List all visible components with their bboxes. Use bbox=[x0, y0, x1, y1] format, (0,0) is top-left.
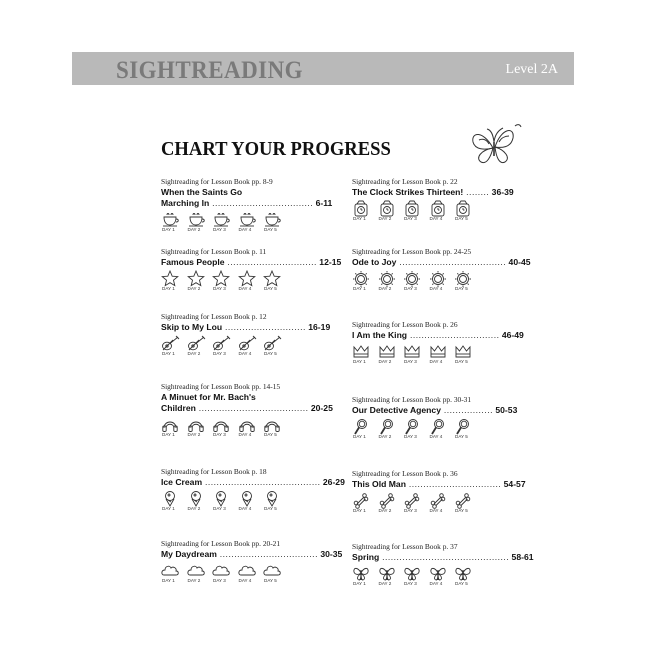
song-title bbox=[161, 403, 331, 414]
lesson-book-reference: Sightreading for Lesson Book pp. 14-15 bbox=[161, 382, 281, 391]
song-name: Children bbox=[161, 403, 196, 413]
bone-icon[interactable] bbox=[429, 492, 447, 509]
song-name: Marching In bbox=[161, 198, 210, 208]
book-title: SIGHTREADING bbox=[116, 57, 304, 84]
star-icon[interactable] bbox=[263, 270, 281, 287]
song-title bbox=[352, 330, 522, 341]
crown-icon[interactable] bbox=[378, 343, 396, 360]
day-label: DAY 3 bbox=[213, 286, 226, 291]
day-label: DAY 2 bbox=[187, 227, 201, 232]
page-range: 26-29 bbox=[320, 477, 345, 487]
lesson-entry bbox=[161, 177, 331, 235]
page-range: 20-25 bbox=[308, 403, 333, 413]
progress-icons bbox=[352, 200, 522, 216]
magnifying-glass-icon[interactable] bbox=[429, 418, 447, 435]
cloud-icon[interactable] bbox=[161, 562, 179, 579]
day-label: DAY 5 bbox=[455, 434, 468, 439]
lesson-entry bbox=[352, 542, 534, 589]
day-label: DAY 3 bbox=[213, 227, 226, 232]
page-range: 6-11 bbox=[313, 198, 333, 208]
star-icon[interactable] bbox=[238, 270, 256, 287]
leader-dots: ........................................ bbox=[202, 477, 321, 487]
lesson-entry bbox=[352, 177, 522, 224]
lesson-entry bbox=[161, 382, 331, 440]
page-range: 12-15 bbox=[316, 257, 342, 267]
bone-icon[interactable] bbox=[378, 492, 396, 509]
day-labels bbox=[161, 578, 331, 586]
header-banner bbox=[72, 52, 574, 85]
day-labels bbox=[161, 432, 331, 440]
cloud-icon[interactable] bbox=[238, 562, 256, 579]
day-label: DAY 4 bbox=[238, 506, 252, 511]
day-label: DAY 4 bbox=[238, 351, 252, 356]
lesson-entry bbox=[352, 469, 526, 516]
progress-icons bbox=[352, 343, 522, 359]
day-label: DAY 4 bbox=[429, 434, 443, 439]
day-label: DAY 4 bbox=[238, 286, 252, 291]
progress-icons bbox=[161, 416, 331, 432]
lesson-book-reference: Sightreading for Lesson Book pp. 24-25 bbox=[352, 247, 472, 256]
ice-cream-icon[interactable] bbox=[161, 490, 179, 507]
headphones-icon[interactable] bbox=[212, 416, 230, 433]
progress-icons bbox=[161, 562, 331, 578]
crown-icon[interactable] bbox=[454, 343, 472, 360]
page-range: 54-57 bbox=[501, 479, 526, 489]
day-label: DAY 3 bbox=[404, 216, 417, 221]
day-label: DAY 5 bbox=[264, 351, 277, 356]
day-label: DAY 4 bbox=[429, 581, 443, 586]
bone-icon[interactable] bbox=[403, 492, 421, 509]
leader-dots: ............................... bbox=[224, 257, 317, 267]
bone-icon[interactable] bbox=[352, 492, 370, 509]
song-name: Spring bbox=[352, 552, 380, 562]
day-label: DAY 1 bbox=[162, 351, 175, 356]
lesson-book-reference: Sightreading for Lesson Book p. 12 bbox=[161, 312, 267, 321]
leader-dots: ................. bbox=[441, 405, 493, 415]
sun-icon[interactable] bbox=[378, 270, 396, 287]
day-label: DAY 2 bbox=[378, 508, 392, 513]
bone-icon[interactable] bbox=[454, 492, 472, 509]
day-label: DAY 4 bbox=[238, 227, 252, 232]
butterfly-icon[interactable] bbox=[454, 565, 472, 582]
song-title bbox=[161, 322, 331, 333]
lesson-book-reference: Sightreading for Lesson Book p. 36 bbox=[352, 469, 458, 478]
song-title bbox=[352, 479, 526, 490]
day-labels bbox=[161, 227, 331, 235]
day-label: DAY 5 bbox=[455, 286, 468, 291]
day-label: DAY 1 bbox=[162, 286, 175, 291]
day-labels bbox=[352, 434, 522, 442]
day-labels bbox=[352, 359, 522, 367]
day-label: DAY 2 bbox=[378, 581, 392, 586]
day-label: DAY 1 bbox=[353, 508, 366, 513]
lesson-book-reference: Sightreading for Lesson Book pp. 20-21 bbox=[161, 539, 281, 548]
song-title-line: A Minuet for Mr. Bach's bbox=[161, 392, 256, 402]
headphones-icon[interactable] bbox=[263, 416, 281, 433]
teacup-icon[interactable] bbox=[263, 211, 281, 228]
headphones-icon[interactable] bbox=[238, 416, 256, 433]
day-label: DAY 5 bbox=[264, 578, 277, 583]
day-label: DAY 1 bbox=[162, 578, 175, 583]
lesson-entry bbox=[161, 247, 342, 294]
day-label: DAY 2 bbox=[187, 506, 201, 511]
clock-icon[interactable] bbox=[454, 200, 472, 217]
cloud-icon[interactable] bbox=[187, 562, 205, 579]
day-label: DAY 3 bbox=[404, 434, 417, 439]
violin-icon[interactable] bbox=[263, 335, 281, 352]
day-label: DAY 4 bbox=[238, 432, 252, 437]
song-title-line: When the Saints Go bbox=[161, 187, 243, 197]
violin-icon[interactable] bbox=[187, 335, 205, 352]
leader-dots: .................................. bbox=[216, 549, 318, 559]
day-label: DAY 3 bbox=[213, 351, 226, 356]
crown-icon[interactable] bbox=[429, 343, 447, 360]
clock-icon[interactable] bbox=[429, 200, 447, 217]
page-range: 50-53 bbox=[492, 405, 518, 415]
crown-icon[interactable] bbox=[403, 343, 421, 360]
song-name: My Daydream bbox=[161, 549, 217, 559]
day-label: DAY 3 bbox=[404, 508, 417, 513]
progress-icons bbox=[352, 270, 522, 286]
clock-icon[interactable] bbox=[403, 200, 421, 217]
day-label: DAY 1 bbox=[353, 581, 366, 586]
lesson-entry bbox=[352, 320, 522, 367]
lesson-entry bbox=[161, 539, 343, 586]
day-labels bbox=[161, 506, 331, 514]
progress-icons bbox=[161, 490, 331, 506]
lesson-book-reference: Sightreading for Lesson Book p. 18 bbox=[161, 467, 267, 476]
song-title bbox=[352, 257, 531, 268]
day-label: DAY 2 bbox=[378, 359, 392, 364]
butterfly-icon[interactable] bbox=[429, 565, 447, 582]
teacup-icon[interactable] bbox=[187, 211, 205, 228]
page-range: 40-45 bbox=[506, 257, 531, 267]
teacup-icon[interactable] bbox=[212, 211, 230, 228]
day-label: DAY 1 bbox=[353, 434, 366, 439]
progress-icons bbox=[161, 270, 331, 286]
leader-dots: ........ bbox=[463, 187, 490, 197]
clock-icon[interactable] bbox=[352, 200, 370, 217]
day-label: DAY 2 bbox=[187, 286, 201, 291]
day-label: DAY 2 bbox=[378, 216, 392, 221]
song-name: Ice Cream bbox=[161, 477, 203, 487]
day-label: DAY 4 bbox=[429, 216, 443, 221]
lesson-book-reference: Sightreading for Lesson Book pp. 8-9 bbox=[161, 177, 273, 186]
butterfly-icon[interactable] bbox=[403, 565, 421, 582]
lesson-book-reference: Sightreading for Lesson Book pp. 30-31 bbox=[352, 395, 472, 404]
progress-icons bbox=[352, 418, 522, 434]
day-label: DAY 5 bbox=[264, 506, 277, 511]
headphones-icon[interactable] bbox=[187, 416, 205, 433]
lesson-book-reference: Sightreading for Lesson Book p. 26 bbox=[352, 320, 458, 329]
song-title bbox=[161, 477, 345, 488]
day-label: DAY 3 bbox=[404, 359, 417, 364]
day-label: DAY 1 bbox=[162, 227, 175, 232]
song-name: This Old Man bbox=[352, 479, 406, 489]
teacup-icon[interactable] bbox=[161, 211, 179, 228]
day-label: DAY 3 bbox=[404, 581, 417, 586]
song-title bbox=[352, 405, 522, 416]
day-label: DAY 4 bbox=[429, 508, 443, 513]
day-labels bbox=[161, 351, 331, 359]
song-name: The Clock Strikes Thirteen! bbox=[352, 187, 464, 197]
day-labels bbox=[352, 286, 522, 294]
day-label: DAY 4 bbox=[429, 359, 443, 364]
day-label: DAY 2 bbox=[378, 286, 392, 291]
song-title bbox=[161, 549, 343, 560]
leader-dots: ............................................ bbox=[379, 552, 510, 562]
day-label: DAY 2 bbox=[187, 432, 201, 437]
ice-cream-icon[interactable] bbox=[187, 490, 205, 507]
day-label: DAY 5 bbox=[455, 216, 468, 221]
day-label: DAY 3 bbox=[213, 578, 226, 583]
sun-icon[interactable] bbox=[352, 270, 370, 287]
leader-dots: ............................ bbox=[222, 322, 306, 332]
leader-dots: ..................................... bbox=[396, 257, 507, 267]
violin-icon[interactable] bbox=[212, 335, 230, 352]
page-range: 58-61 bbox=[509, 552, 534, 562]
day-label: DAY 5 bbox=[264, 286, 277, 291]
day-label: DAY 3 bbox=[213, 506, 226, 511]
day-label: DAY 2 bbox=[187, 578, 201, 583]
ice-cream-icon[interactable] bbox=[238, 490, 256, 507]
page-range: 46-49 bbox=[499, 330, 524, 340]
day-label: DAY 2 bbox=[378, 434, 392, 439]
progress-icons bbox=[161, 211, 331, 227]
lesson-book-reference: Sightreading for Lesson Book p. 22 bbox=[352, 177, 458, 186]
leader-dots: ................................ bbox=[405, 479, 502, 489]
lesson-entry bbox=[352, 247, 531, 294]
song-name: Ode to Joy bbox=[352, 257, 397, 267]
leader-dots: ............................... bbox=[407, 330, 500, 340]
magnifying-glass-icon[interactable] bbox=[454, 418, 472, 435]
sun-icon[interactable] bbox=[454, 270, 472, 287]
ice-cream-icon[interactable] bbox=[212, 490, 230, 507]
violin-icon[interactable] bbox=[161, 335, 179, 352]
day-label: DAY 2 bbox=[187, 351, 201, 356]
song-title bbox=[161, 198, 331, 209]
day-labels bbox=[352, 216, 522, 224]
page-range: 36-39 bbox=[489, 187, 514, 197]
song-title bbox=[352, 187, 522, 198]
butterfly-illustration bbox=[465, 120, 525, 166]
lesson-book-reference: Sightreading for Lesson Book p. 11 bbox=[161, 247, 267, 256]
violin-icon[interactable] bbox=[238, 335, 256, 352]
lesson-book-reference: Sightreading for Lesson Book p. 37 bbox=[352, 542, 458, 551]
day-label: DAY 1 bbox=[353, 359, 366, 364]
day-label: DAY 3 bbox=[213, 432, 226, 437]
magnifying-glass-icon[interactable] bbox=[352, 418, 370, 435]
day-label: DAY 3 bbox=[404, 286, 417, 291]
teacup-icon[interactable] bbox=[238, 211, 256, 228]
star-icon[interactable] bbox=[161, 270, 179, 287]
day-label: DAY 5 bbox=[455, 508, 468, 513]
lesson-entry bbox=[352, 395, 522, 442]
song-name: Famous People bbox=[161, 257, 225, 267]
song-title bbox=[352, 552, 534, 563]
ice-cream-icon[interactable] bbox=[263, 490, 281, 507]
day-label: DAY 5 bbox=[455, 359, 468, 364]
progress-icons bbox=[352, 565, 522, 581]
clock-icon[interactable] bbox=[378, 200, 396, 217]
day-label: DAY 1 bbox=[353, 286, 366, 291]
day-label: DAY 1 bbox=[162, 432, 175, 437]
page-range: 16-19 bbox=[305, 322, 331, 332]
song-name: I Am the King bbox=[352, 330, 408, 340]
cloud-icon[interactable] bbox=[263, 562, 281, 579]
sun-icon[interactable] bbox=[429, 270, 447, 287]
star-icon[interactable] bbox=[187, 270, 205, 287]
day-labels bbox=[352, 508, 522, 516]
lesson-entry bbox=[161, 467, 345, 514]
magnifying-glass-icon[interactable] bbox=[378, 418, 396, 435]
leader-dots: ................................... bbox=[209, 198, 314, 208]
headphones-icon[interactable] bbox=[161, 416, 179, 433]
leader-dots: ...................................... bbox=[195, 403, 309, 413]
song-name: Skip to My Lou bbox=[161, 322, 223, 332]
lesson-entry bbox=[161, 312, 331, 359]
butterfly-icon[interactable] bbox=[352, 565, 370, 582]
page-range: 30-35 bbox=[317, 549, 343, 559]
day-label: DAY 5 bbox=[455, 581, 468, 586]
progress-icons bbox=[352, 492, 522, 508]
progress-icons bbox=[161, 335, 331, 351]
cloud-icon[interactable] bbox=[212, 562, 230, 579]
day-label: DAY 5 bbox=[264, 432, 277, 437]
day-label: DAY 1 bbox=[162, 506, 175, 511]
level-label: Level 2A bbox=[505, 62, 558, 77]
butterfly-icon[interactable] bbox=[378, 565, 396, 582]
song-name: Our Detective Agency bbox=[352, 405, 441, 415]
day-labels bbox=[352, 581, 522, 589]
day-label: DAY 1 bbox=[353, 216, 366, 221]
song-title bbox=[161, 257, 342, 268]
day-label: DAY 4 bbox=[238, 578, 252, 583]
page-heading: CHART YOUR PROGRESS bbox=[161, 138, 391, 160]
day-labels bbox=[161, 286, 331, 294]
crown-icon[interactable] bbox=[352, 343, 370, 360]
sun-icon[interactable] bbox=[403, 270, 421, 287]
day-label: DAY 5 bbox=[264, 227, 277, 232]
magnifying-glass-icon[interactable] bbox=[403, 418, 421, 435]
star-icon[interactable] bbox=[212, 270, 230, 287]
day-label: DAY 4 bbox=[429, 286, 443, 291]
